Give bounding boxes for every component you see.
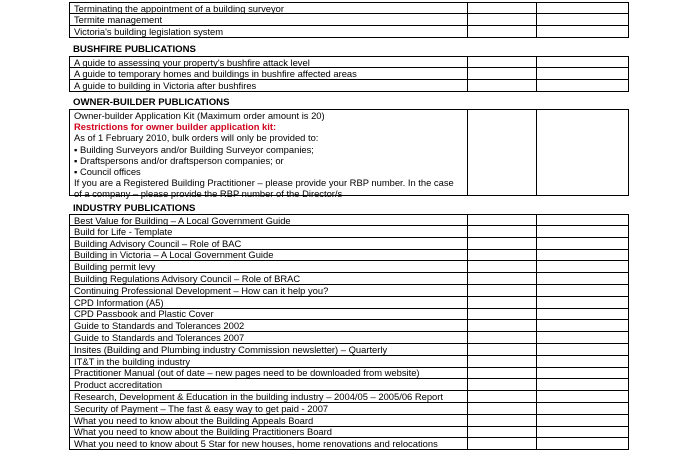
title-cell — [70, 403, 468, 414]
bullet-icon: ▪ — [74, 166, 80, 177]
table-row — [69, 344, 629, 356]
title-cell — [70, 261, 468, 272]
quantity-cell[interactable] — [468, 261, 537, 272]
publication-title: Building in Victoria – A Local Government Guide — [74, 249, 274, 260]
title-cell — [70, 226, 468, 237]
table-row — [69, 26, 629, 38]
title-cell — [70, 344, 468, 355]
title-cell — [70, 14, 468, 25]
title-cell — [70, 332, 468, 343]
bullet-text: Council offices — [79, 166, 141, 177]
publication-title: Best Value for Building – A Local Government Guide — [74, 215, 291, 226]
quantity-cell[interactable] — [468, 320, 537, 331]
quantity-cell[interactable] — [468, 273, 537, 284]
as-of: As of 1 February 2010, bulk orders will only be provided to: — [74, 132, 319, 144]
table-row — [69, 226, 629, 238]
bullet-item — [74, 155, 284, 166]
title-cell — [70, 297, 468, 308]
rbp-note: If you are a Registered Building Practitioner – please provide your RBP number. In the case — [74, 177, 454, 189]
table-row — [69, 438, 629, 450]
section-heading: INDUSTRY PUBLICATIONS — [73, 203, 196, 214]
publication-title: A guide to building in Victoria after bushfires — [74, 80, 257, 91]
publication-title: What you need to know about the Building Practitioners Board — [74, 426, 332, 437]
rbp-note: of a company – please provide the RBP number of the Director/s — [74, 188, 343, 200]
bullet-item — [74, 166, 141, 177]
title-cell — [70, 356, 468, 367]
title-cell — [70, 415, 468, 426]
quantity-cell[interactable] — [468, 308, 537, 319]
title-cell — [70, 273, 468, 284]
title-cell — [70, 320, 468, 331]
title-cell — [70, 249, 468, 260]
section-heading: BUSHFIRE PUBLICATIONS — [73, 44, 196, 55]
kit-line: Owner-builder Application Kit (Maximum order amount is 20) — [74, 110, 325, 121]
table-row — [69, 320, 629, 332]
quantity-cell[interactable] — [468, 226, 537, 237]
publication-title: Build for Life - Template — [74, 226, 173, 237]
quantity-cell[interactable] — [468, 285, 537, 296]
publication-title: A guide to assessing your property's bushfire attack level — [74, 57, 310, 68]
title-cell — [70, 379, 468, 390]
quantity-cell[interactable] — [468, 3, 537, 13]
section-heading: OWNER-BUILDER PUBLICATIONS — [73, 97, 230, 108]
restrictions-title: Restrictions for owner builder application kit: — [74, 121, 277, 133]
quantity-cell[interactable] — [468, 391, 537, 402]
table-row — [69, 308, 629, 320]
publication-title: Security of Payment – The fast & easy way to get paid - 2007 — [74, 403, 329, 414]
order-form-document — [69, 0, 629, 450]
publication-title: Continuing Professional Development – How can it help you? — [74, 285, 329, 296]
quantity-cell[interactable] — [468, 344, 537, 355]
title-cell — [70, 367, 468, 378]
quantity-cell[interactable] — [468, 57, 537, 67]
publication-title: CPD Information (A5) — [74, 297, 164, 308]
publication-title: Practitioner Manual (out of date – new pages need to be downloaded from website) — [74, 367, 420, 378]
table-row — [69, 285, 629, 297]
quantity-cell[interactable] — [468, 415, 537, 426]
publication-title: What you need to know about the Building Appeals Board — [74, 415, 314, 426]
table-row — [69, 214, 629, 226]
publication-title: Insites (Building and Plumbing industry Commission newsletter) – Quarterly — [74, 344, 388, 355]
quantity-cell[interactable] — [468, 426, 537, 437]
quantity-cell[interactable] — [468, 80, 537, 91]
table-row — [69, 426, 629, 438]
quantity-cell[interactable] — [468, 68, 537, 79]
title-cell — [70, 438, 468, 449]
bullet-item — [74, 144, 314, 155]
quantity-cell[interactable] — [468, 367, 537, 378]
title-cell — [70, 285, 468, 296]
table-row — [69, 391, 629, 403]
publication-title: A guide to temporary homes and buildings in bushfire affected areas — [74, 68, 357, 79]
publication-title: Building permit levy — [74, 261, 156, 272]
title-cell — [70, 3, 468, 13]
bullet-text: Building Surveyors and/or Building Surveyor companies; — [79, 143, 314, 155]
title-cell — [70, 110, 468, 200]
quantity-cell[interactable] — [468, 110, 537, 195]
quantity-cell[interactable] — [468, 297, 537, 308]
table-row — [69, 261, 629, 273]
title-cell — [70, 80, 468, 91]
title-cell — [70, 57, 468, 67]
bullet-icon: ▪ — [74, 143, 80, 155]
table-row — [69, 379, 629, 391]
quantity-cell[interactable] — [468, 379, 537, 390]
publication-title: What you need to know about 5 Star for new houses, home renovations and relocations — [74, 438, 438, 449]
table-row — [69, 273, 629, 285]
title-cell — [70, 426, 468, 437]
publication-title: Research, Development & Education in the building industry – 2004/05 – 2005/06 Report — [74, 391, 443, 402]
quantity-cell[interactable] — [468, 249, 537, 260]
table-row — [69, 68, 629, 80]
title-cell — [70, 68, 468, 79]
table-row — [69, 56, 629, 68]
quantity-cell[interactable] — [468, 238, 537, 249]
quantity-cell[interactable] — [468, 438, 537, 449]
publication-title: Building Advisory Council – Role of BAC — [74, 238, 242, 249]
table-row — [69, 2, 629, 14]
table-row — [69, 14, 629, 26]
title-cell — [70, 308, 468, 319]
publication-title: Terminating the appointment of a building surveyor — [74, 3, 285, 14]
table-row — [69, 332, 629, 344]
publication-title: IT&T in the building industry — [74, 356, 191, 367]
title-cell — [70, 238, 468, 249]
quantity-cell[interactable] — [468, 215, 537, 225]
publication-title: Building Regulations Advisory Council – Role of BRAC — [74, 273, 301, 284]
quantity-cell[interactable] — [468, 356, 537, 367]
table-row — [69, 367, 629, 379]
title-cell — [70, 391, 468, 402]
bullet-icon: ▪ — [74, 154, 80, 166]
publication-title: CPD Passbook and Plastic Cover — [74, 308, 214, 319]
table-row — [69, 80, 629, 92]
quantity-cell[interactable] — [468, 26, 537, 37]
title-cell — [70, 215, 468, 225]
publication-title: Victoria's building legislation system — [74, 26, 224, 37]
quantity-cell[interactable] — [468, 332, 537, 343]
publication-title: Guide to Standards and Tolerances 2002 — [74, 320, 245, 331]
publication-title: Product accreditation — [74, 379, 163, 390]
quantity-cell[interactable] — [468, 14, 537, 25]
table-row — [69, 249, 629, 261]
publication-title: Guide to Standards and Tolerances 2007 — [74, 332, 245, 343]
bullet-text: Draftspersons and/or draftsperson companies; or — [79, 154, 284, 166]
title-cell — [70, 26, 468, 37]
publication-title: Termite management — [74, 14, 163, 25]
owner-builder-block — [69, 109, 629, 200]
quantity-cell[interactable] — [468, 403, 537, 414]
table-row — [69, 403, 629, 415]
